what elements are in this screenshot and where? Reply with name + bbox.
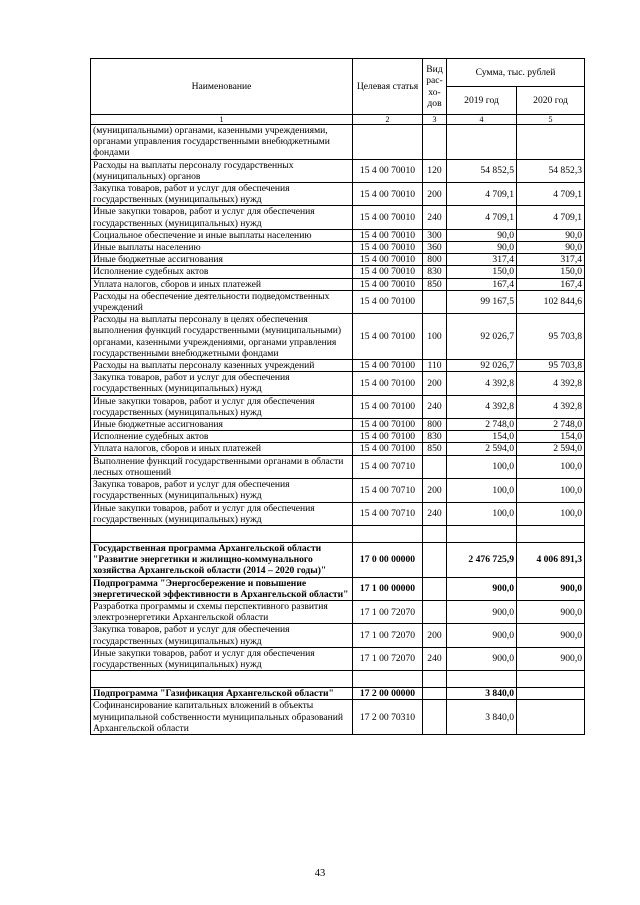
table-row [91, 419, 585, 431]
row-amount-2019: 3 840,0 [447, 688, 517, 700]
row-amount-2020: 2 748,0 [517, 419, 585, 431]
table-row [91, 671, 585, 688]
header-year-2020: 2020 год [517, 87, 585, 115]
row-amount-2020: 4 392,8 [517, 395, 585, 418]
row-amount-2019: 100,0 [447, 455, 517, 478]
table-row [91, 278, 585, 290]
row-amount-2019: 92 026,7 [447, 314, 517, 360]
row-amount-2020 [517, 688, 585, 700]
row-vid: 240 [423, 502, 447, 525]
row-amount-2020: 167,4 [517, 278, 585, 290]
row-amount-2020 [517, 125, 585, 160]
table-row [91, 159, 585, 182]
row-target: 17 0 00 00000 [353, 542, 423, 577]
row-amount-2019: 90,0 [447, 242, 517, 254]
table-row [91, 647, 585, 670]
row-vid: 240 [423, 395, 447, 418]
row-target: 17 2 00 00000 [353, 688, 423, 700]
table-row [91, 502, 585, 525]
row-amount-2019: 90,0 [447, 229, 517, 241]
row-name: Социальное обеспечение и иные выплаты населению [91, 229, 353, 241]
table-row [91, 266, 585, 278]
row-amount-2019: 2 748,0 [447, 419, 517, 431]
row-target: 15 4 00 70100 [353, 395, 423, 418]
row-amount-2020: 154,0 [517, 431, 585, 443]
row-name: Закупка товаров, работ и услуг для обеспечения государственных (муниципальных) нужд [91, 624, 353, 647]
table-row [91, 360, 585, 372]
row-name: Выполнение функций государственными органами в области лесных отношений [91, 455, 353, 478]
row-name: Подпрограмма "Газификация Архангельской области" [91, 688, 353, 700]
row-vid [423, 125, 447, 160]
row-target: 15 4 00 70010 [353, 266, 423, 278]
row-amount-2020: 90,0 [517, 229, 585, 241]
row-amount-2019: 150,0 [447, 266, 517, 278]
table-row [91, 206, 585, 229]
row-name: Иные бюджетные ассигнования [91, 254, 353, 266]
row-name [91, 525, 353, 542]
row-vid: 200 [423, 624, 447, 647]
table-row [91, 455, 585, 478]
table-row [91, 314, 585, 360]
row-amount-2019: 92 026,7 [447, 360, 517, 372]
row-amount-2019: 100,0 [447, 479, 517, 502]
row-target: 15 4 00 70710 [353, 455, 423, 478]
row-vid: 200 [423, 479, 447, 502]
row-name: Исполнение судебных актов [91, 266, 353, 278]
page-number: 43 [314, 868, 326, 879]
table-row [91, 577, 585, 600]
row-amount-2020: 900,0 [517, 600, 585, 623]
row-amount-2019: 99 167,5 [447, 290, 517, 313]
row-vid: 240 [423, 206, 447, 229]
row-vid [423, 700, 447, 735]
row-amount-2019: 100,0 [447, 502, 517, 525]
table-row [91, 372, 585, 395]
row-vid: 110 [423, 360, 447, 372]
header-vid: Вид рас-хо-дов [423, 59, 447, 115]
row-amount-2020: 2 594,0 [517, 443, 585, 455]
row-amount-2019: 2 476 725,9 [447, 542, 517, 577]
row-amount-2020: 90,0 [517, 242, 585, 254]
header-sum: Сумма, тыс. рублей [447, 59, 585, 87]
header-name: Наименование [91, 59, 353, 115]
row-name: Уплата налогов, сборов и иных платежей [91, 443, 353, 455]
row-vid [423, 290, 447, 313]
row-name: Иные бюджетные ассигнования [91, 419, 353, 431]
row-name: Расходы на выплаты персоналу казенных учреждений [91, 360, 353, 372]
header-index: 2 [353, 115, 423, 125]
row-target: 15 4 00 70010 [353, 159, 423, 182]
row-target: 17 1 00 00000 [353, 577, 423, 600]
row-target: 17 1 00 72070 [353, 624, 423, 647]
row-target: 15 4 00 70010 [353, 206, 423, 229]
row-amount-2019 [447, 525, 517, 542]
row-amount-2019 [447, 125, 517, 160]
row-vid: 830 [423, 266, 447, 278]
row-name: Уплата налогов, сборов и иных платежей [91, 278, 353, 290]
table-row [91, 290, 585, 313]
row-amount-2019: 900,0 [447, 577, 517, 600]
row-name: Разработка программы и схемы перспективного развития электроэнергетики Архангельской области [91, 600, 353, 623]
row-vid: 120 [423, 159, 447, 182]
row-amount-2020: 54 852,3 [517, 159, 585, 182]
row-target [353, 125, 423, 160]
row-amount-2020: 4 709,1 [517, 206, 585, 229]
row-amount-2020: 95 703,8 [517, 314, 585, 360]
row-target: 15 4 00 70010 [353, 278, 423, 290]
row-target: 15 4 00 70010 [353, 254, 423, 266]
row-amount-2019: 154,0 [447, 431, 517, 443]
header-index: 3 [423, 115, 447, 125]
row-amount-2019 [447, 671, 517, 688]
row-amount-2019: 4 392,8 [447, 372, 517, 395]
row-amount-2019: 167,4 [447, 278, 517, 290]
table-row [91, 242, 585, 254]
row-vid: 360 [423, 242, 447, 254]
row-amount-2020: 100,0 [517, 455, 585, 478]
header-index: 1 [91, 115, 353, 125]
table-row [91, 229, 585, 241]
row-name: Иные закупки товаров, работ и услуг для обеспечения государственных (муниципальных) нужд [91, 206, 353, 229]
row-name: Софинансирование капитальных вложений в объекты муниципальной собственности муниципальных образований Архангельской области [91, 700, 353, 735]
row-vid [423, 671, 447, 688]
row-name: Закупка товаров, работ и услуг для обеспечения государственных (муниципальных) нужд [91, 479, 353, 502]
table-row [91, 542, 585, 577]
row-amount-2020 [517, 700, 585, 735]
row-amount-2019: 900,0 [447, 647, 517, 670]
row-vid: 830 [423, 431, 447, 443]
row-amount-2019: 4 392,8 [447, 395, 517, 418]
row-vid: 100 [423, 314, 447, 360]
row-target: 15 4 00 70010 [353, 229, 423, 241]
row-name: Иные закупки товаров, работ и услуг для обеспечения государственных (муниципальных) нужд [91, 395, 353, 418]
row-vid: 800 [423, 419, 447, 431]
row-vid [423, 600, 447, 623]
row-target: 15 4 00 70710 [353, 502, 423, 525]
row-name: Исполнение судебных актов [91, 431, 353, 443]
row-name: Расходы на выплаты персоналу государственных (муниципальных) органов [91, 159, 353, 182]
table-row [91, 600, 585, 623]
row-vid: 200 [423, 183, 447, 206]
table-row [91, 479, 585, 502]
table-row [91, 525, 585, 542]
row-amount-2020: 900,0 [517, 577, 585, 600]
row-amount-2020: 100,0 [517, 479, 585, 502]
row-amount-2020: 317,4 [517, 254, 585, 266]
row-target: 15 4 00 70100 [353, 360, 423, 372]
row-target: 15 4 00 70100 [353, 419, 423, 431]
row-amount-2019: 900,0 [447, 624, 517, 647]
row-amount-2020: 4 392,8 [517, 372, 585, 395]
table-row [91, 700, 585, 735]
row-amount-2020: 95 703,8 [517, 360, 585, 372]
table-row [91, 125, 585, 160]
table-body [91, 125, 585, 735]
header-index: 5 [517, 115, 585, 125]
row-name: Иные выплаты населению [91, 242, 353, 254]
row-target: 17 1 00 72070 [353, 647, 423, 670]
row-vid: 240 [423, 647, 447, 670]
row-amount-2020: 4 006 891,3 [517, 542, 585, 577]
row-name: Расходы на выплаты персоналу в целях обеспечения выполнения функций государственными (муниципальными) органами, казенными учреждениями, органами управления государственными внебюджетными фондами [91, 314, 353, 360]
table-row [91, 395, 585, 418]
row-target: 15 4 00 70100 [353, 443, 423, 455]
row-amount-2020: 150,0 [517, 266, 585, 278]
row-amount-2019: 900,0 [447, 600, 517, 623]
header-year-2019: 2019 год [447, 87, 517, 115]
row-name: Иные закупки товаров, работ и услуг для обеспечения государственных (муниципальных) нужд [91, 647, 353, 670]
row-name: Расходы на обеспечение деятельности подведомственных учреждений [91, 290, 353, 313]
row-amount-2019: 4 709,1 [447, 183, 517, 206]
row-name: Закупка товаров, работ и услуг для обеспечения государственных (муниципальных) нужд [91, 183, 353, 206]
row-target: 15 4 00 70100 [353, 372, 423, 395]
row-target: 15 4 00 70710 [353, 479, 423, 502]
header-target: Целевая статья [353, 59, 423, 115]
row-amount-2020 [517, 671, 585, 688]
budget-table [90, 58, 585, 735]
row-amount-2020 [517, 525, 585, 542]
row-amount-2019: 3 840,0 [447, 700, 517, 735]
row-target: 15 4 00 70100 [353, 314, 423, 360]
row-vid: 200 [423, 372, 447, 395]
row-vid [423, 577, 447, 600]
row-name: Закупка товаров, работ и услуг для обеспечения государственных (муниципальных) нужд [91, 372, 353, 395]
table-row [91, 443, 585, 455]
table-row [91, 254, 585, 266]
row-vid [423, 688, 447, 700]
table-row [91, 431, 585, 443]
row-vid [423, 542, 447, 577]
row-target: 15 4 00 70100 [353, 290, 423, 313]
table-row [91, 183, 585, 206]
row-vid: 300 [423, 229, 447, 241]
header-index: 4 [447, 115, 517, 125]
row-amount-2020: 102 844,6 [517, 290, 585, 313]
row-target: 15 4 00 70010 [353, 242, 423, 254]
row-name: (муниципальными) органами, казенными учреждениями, органами управления государственными внебюджетными фондами [91, 125, 353, 160]
row-amount-2020: 900,0 [517, 647, 585, 670]
row-target: 15 4 00 70100 [353, 431, 423, 443]
table-row [91, 688, 585, 700]
row-name: Подпрограмма "Энергосбережение и повышение энергетической эффективности в Архангельской области" [91, 577, 353, 600]
row-target: 17 2 00 70310 [353, 700, 423, 735]
row-name [91, 671, 353, 688]
row-name: Государственная программа Архангельской области "Развитие энергетики и жилищно-коммунального хозяйства Архангельской области (2014 – 2020 годы)" [91, 542, 353, 577]
row-vid: 800 [423, 254, 447, 266]
row-amount-2019: 317,4 [447, 254, 517, 266]
row-amount-2020: 900,0 [517, 624, 585, 647]
row-target: 17 1 00 72070 [353, 600, 423, 623]
table-row [91, 624, 585, 647]
row-vid: 850 [423, 443, 447, 455]
row-target: 15 4 00 70010 [353, 183, 423, 206]
row-target [353, 671, 423, 688]
row-amount-2020: 4 709,1 [517, 183, 585, 206]
row-amount-2019: 2 594,0 [447, 443, 517, 455]
row-amount-2019: 4 709,1 [447, 206, 517, 229]
row-vid [423, 525, 447, 542]
row-vid [423, 455, 447, 478]
row-amount-2020: 100,0 [517, 502, 585, 525]
row-name: Иные закупки товаров, работ и услуг для обеспечения государственных (муниципальных) нужд [91, 502, 353, 525]
row-amount-2019: 54 852,5 [447, 159, 517, 182]
row-target [353, 525, 423, 542]
row-vid: 850 [423, 278, 447, 290]
